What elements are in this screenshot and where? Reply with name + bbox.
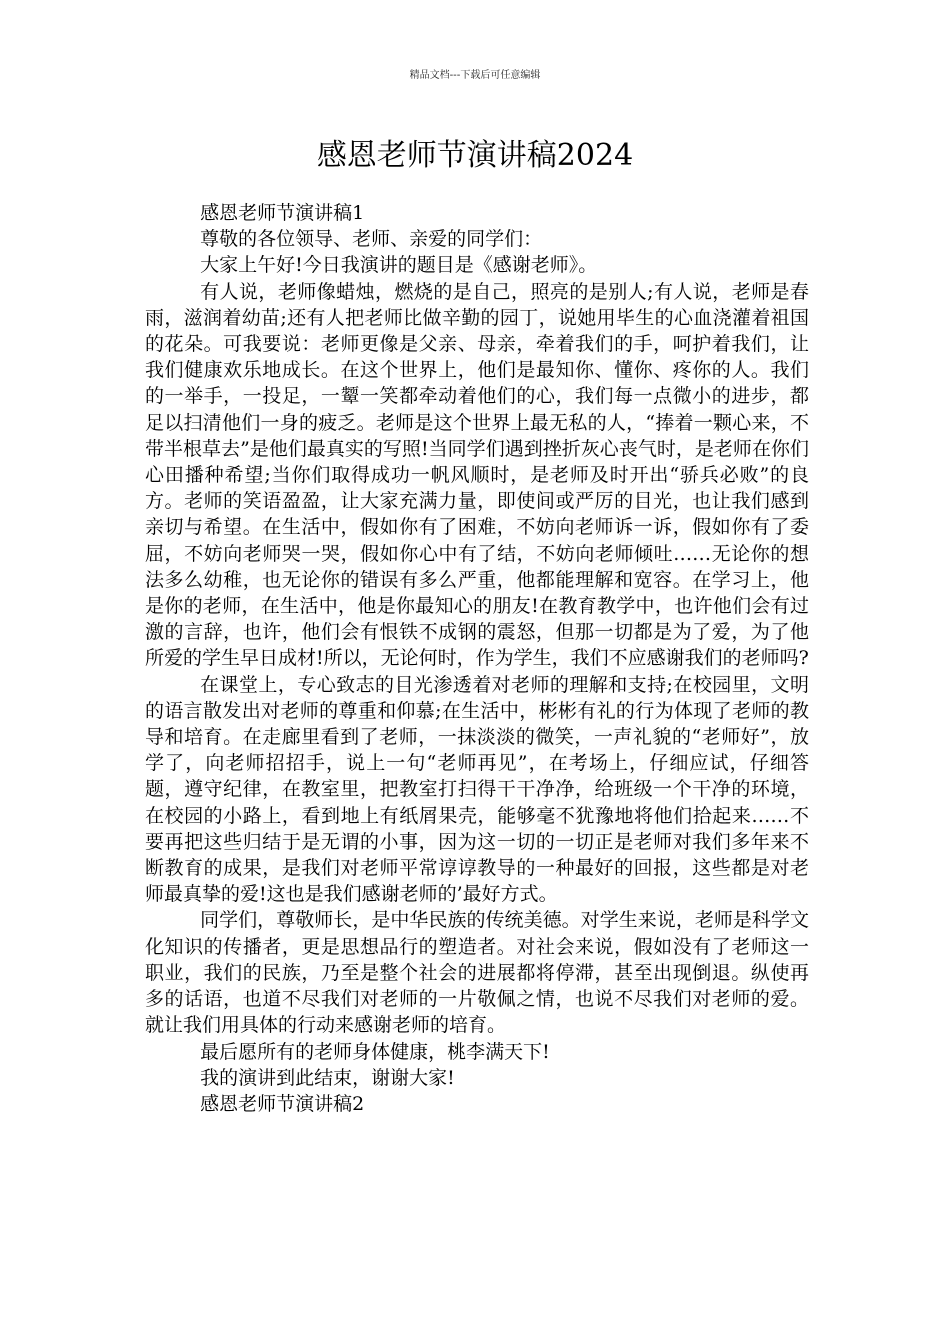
- closing-thanks: 我的演讲到此结束，谢谢大家!: [200, 1066, 455, 1089]
- body-paragraph: 在课堂上，专心致志的目光渗透着对老师的理解和支持;在校园里，文明的语言散发出对老师的尊重和仰慕;在生活中，彬彬有礼的行为体现了老师的教导和培育。在走廊里看到了老师，一抹淡淡的微笑，一声礼貌的“老师好”，放学了，向老师招招手，说上一句“老师再见”，在考场上，仔细应试，仔细答题，遵守纪律，在教室里，把教室打扫得干干净净，给班级一个干净的环境，在校园的小路上，看到地上有纸屑果壳，能够毫不犹豫地将他们拾起来……不要再把这些归结于是无谓的小事，因为这一切的一切正是老师对我们多年来不断教育的成果，是我们对老师平常谆谆教导的一种最好的回报，这些都是对老师最真挚的爱!这也是我们感谢老师的’最好方式。: [145, 673, 809, 906]
- section-heading-2: 感恩老师节演讲稿2: [200, 1092, 365, 1115]
- section-heading-1: 感恩老师节演讲稿1: [200, 202, 365, 224]
- body-paragraph: 同学们，尊敬师长，是中华民族的传统美德。对学生来说，老师是科学文化知识的传播者，更是思想品行的塑造者。对社会来说，假如没有了老师这一职业，我们的民族，乃至是整个社会的进展都将停滞，甚至出现倒退。纵使再多的话语，也道不尽我们对老师的一片敬佩之情，也说不尽我们对老师的爱。就让我们用具体的行动来感谢老师的培育。: [145, 909, 809, 1037]
- salutation: 尊敬的各位领导、老师、亲爱的同学们：: [200, 228, 543, 251]
- body-paragraph: 有人说，老师像蜡烛，燃烧的是自己，照亮的是别人;有人说，老师是春雨，滋润着幼苗;还有人把老师比做辛勤的园丁，说她用毕生的心血浇灌着祖国的花朵。可我要说：老师更像是父亲、母亲，牵着我们的手，呵护着我们，让我们健康欢乐地成长。在这个世界上，他们是最知你、懂你、疼你的人。我们的一举手，一投足，一颦一笑都牵动着他们的心，我们每一点微小的进步，都足以扫清他们一身的疲乏。老师是这个世界上最无私的人，“捧着一颗心来，不带半根草去”是他们最真实的写照!当同学们遇到挫折灰心丧气时，是老师在你们心田播种希望;当你们取得成功一帆风顺时，是老师及时开出“骄兵必败”的良方。老师的笑语盈盈，让大家充满力量，即使间或严厉的目光，也让我们感到亲切与希望。在生活中，假如你有了困难，不妨向老师诉一诉，假如你有了委屈，不妨向老师哭一哭，假如你心中有了结，不妨向老师倾吐……无论你的想法多么幼稚，也无论你的错误有多么严重，他都能理解和宽容。在学习上，他是你的老师，在生活中，他是你最知心的朋友!在教育教学中，也许他们会有过激的言辞，也许，他们会有恨铁不成钢的震怒，但那一切都是为了爱，为了他所爱的学生早日成材!所以，无论何时，作为学生，我们不应感谢我们的老师吗?: [145, 280, 809, 670]
- document-body: [145, 200, 809, 1117]
- header-note: 精品文档---下载后可任意编辑: [409, 70, 541, 81]
- document-title: 感恩老师节演讲稿2024: [316, 138, 634, 173]
- closing-wish: 最后愿所有的老师身体健康，桃李满天下!: [200, 1040, 550, 1063]
- greeting: 大家上午好!今日我演讲的题目是《感谢老师》。: [200, 254, 598, 277]
